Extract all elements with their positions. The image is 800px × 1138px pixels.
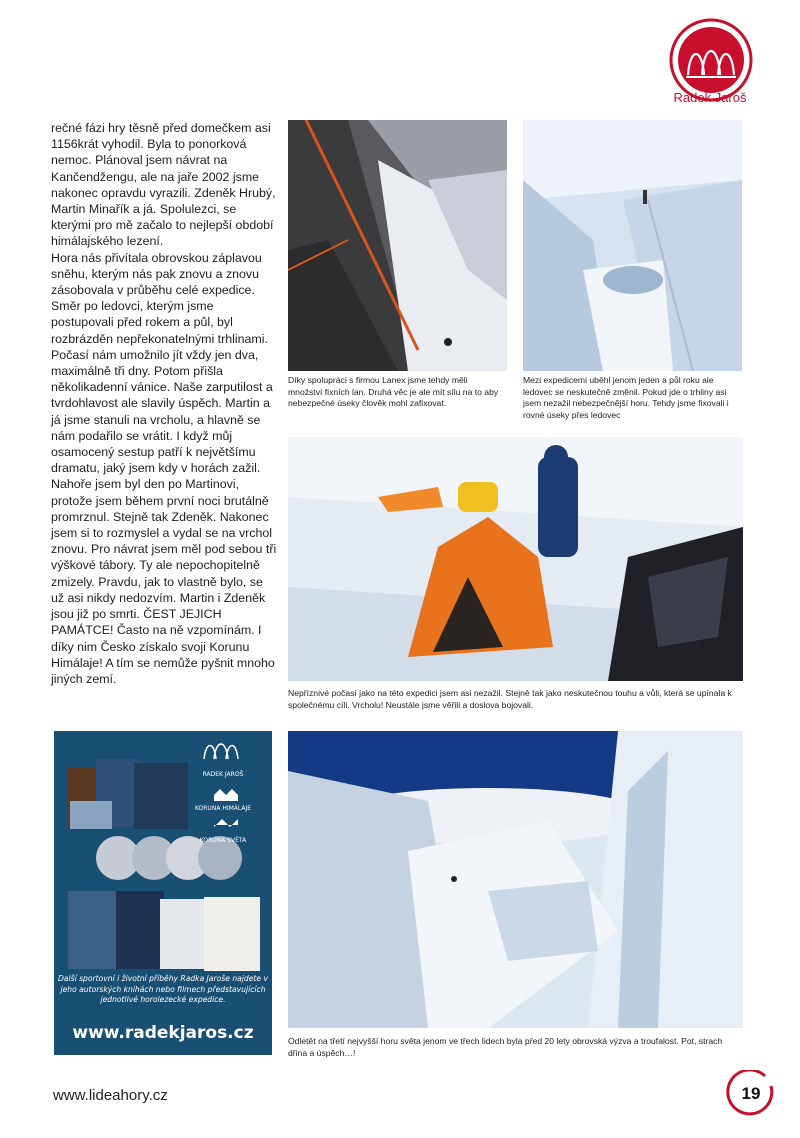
book-film-advert[interactable]: [54, 731, 272, 1055]
caption-photo2: Mezi expedicemi uběhl jenom jeden a půl roku ale ledovec se neskutečně změnil. Pokud jde o trhliny asi jsem nezažil nebezpečnější horu. Tehdy jsme fixovali i rovné úseky přes ledovec: [523, 375, 729, 420]
caption-photo1: Díky spolupráci s firmou Lanex jsme tehdy měli množství fixních lan. Druhá věc je ale mít sílu na to aby nebezpečné úseky člověk mohl zafixovat.: [288, 375, 499, 409]
photo-icefall: [288, 731, 743, 1028]
photo-tent-camp: [288, 437, 743, 681]
caption-photo4: Odletět na třetí nejvyšší horu světa jenom ve třech lidech byla před 20 lety obrovská výzva a troufalost. Pot, strach dřina a úspěch…!: [288, 1036, 723, 1058]
article-body: [51, 120, 277, 687]
ad-description: Další sportovní i životní příběhy Radka Jaroše najdete v jeho autorských knihách nebo filmech představujících jednotlivé horolezecké expedice.: [58, 974, 268, 1004]
page-number: 19: [741, 1084, 761, 1103]
ad-brand-radek: RADEK JAROŠ: [202, 771, 244, 778]
brand-name: Radek Jaroš: [673, 90, 747, 105]
body-paragraph: Hora nás přivítala obrovskou záplavou sněhu, kterým nás pak znovu a znovu zásobovala v průběhu celé expedice. Směr po ledovci, kterým jsme postupovali před rokem a půl, byl rozbrázděn nepřekonatelnými trhlinami. Počasí nám umožnilo jít vždy jen dva, maximálně tři dny. Potom přišla několikadenní vánice. Naše zarputilost a tvrdohlavost ale slavily úspěch. Martin a já jsme stanuli na vrcholu, a hlavně se nám podařilo se vrátit. I když můj osamocený sestup patří k největšímu dramatu, jaký jsem kdy v horách zažil. Nahoře jsem byl den po Martinovi, protože jsem během první noci brutálně promrznul. Stejně tak Zdeněk. Nakonec jsem si to rozmyslel a vydal se na vrchol znovu. Pro návrat jsem měl pod sebou tři výškové tábory. Ty ale nepochopitelně zmizely. Pravdu, jak to vlastně bylo, se už asi nikdy nedozvím. Martin i Zdeněk jsou již po smrti. ČEST JEJICH PAMÁTCE! Často na ně vzpomínám. I díky nim Česko získalo svoji Korunu Himálaje! A tím se nemůže pyšnit mnoho jiných zemí.: [51, 250, 277, 686]
footer-website[interactable]: www.lideahory.cz: [53, 1087, 168, 1104]
products-collage: [54, 731, 272, 974]
ad-brand-koruna-sveta: KORUNA SVĚTA: [199, 837, 247, 844]
ad-website-link[interactable]: www.radekjaros.cz: [72, 1023, 254, 1043]
photo-fixed-ropes: [288, 120, 507, 371]
caption-photo3: Nepříznivé počasí jako na této expedici jsem asi nezažil. Stejně tak jako neskutečnou touhu a vůli, která se upínala k společnému cíli. Vrcholu! Neustále jsme věřili a doslova bojovali.: [288, 688, 732, 710]
body-paragraph: rečné fázi hry těsně před domečkem asi 1156krát vyhodil. Byla to ponorková nemoc. Plánoval jsem návrat na Kančendžengu, ale na jaře 2002 jsme nakonec opravdu vyrazili. Zdeněk Hrubý, Martin Minařík a já. Spolulezci, se kterými pro mě začalo to nejlepší období himálajského lezení.: [51, 121, 276, 249]
photo-glacier: [523, 120, 742, 371]
ad-brand-koruna-himalaje: KORUNA HIMÁLAJE: [194, 805, 252, 812]
